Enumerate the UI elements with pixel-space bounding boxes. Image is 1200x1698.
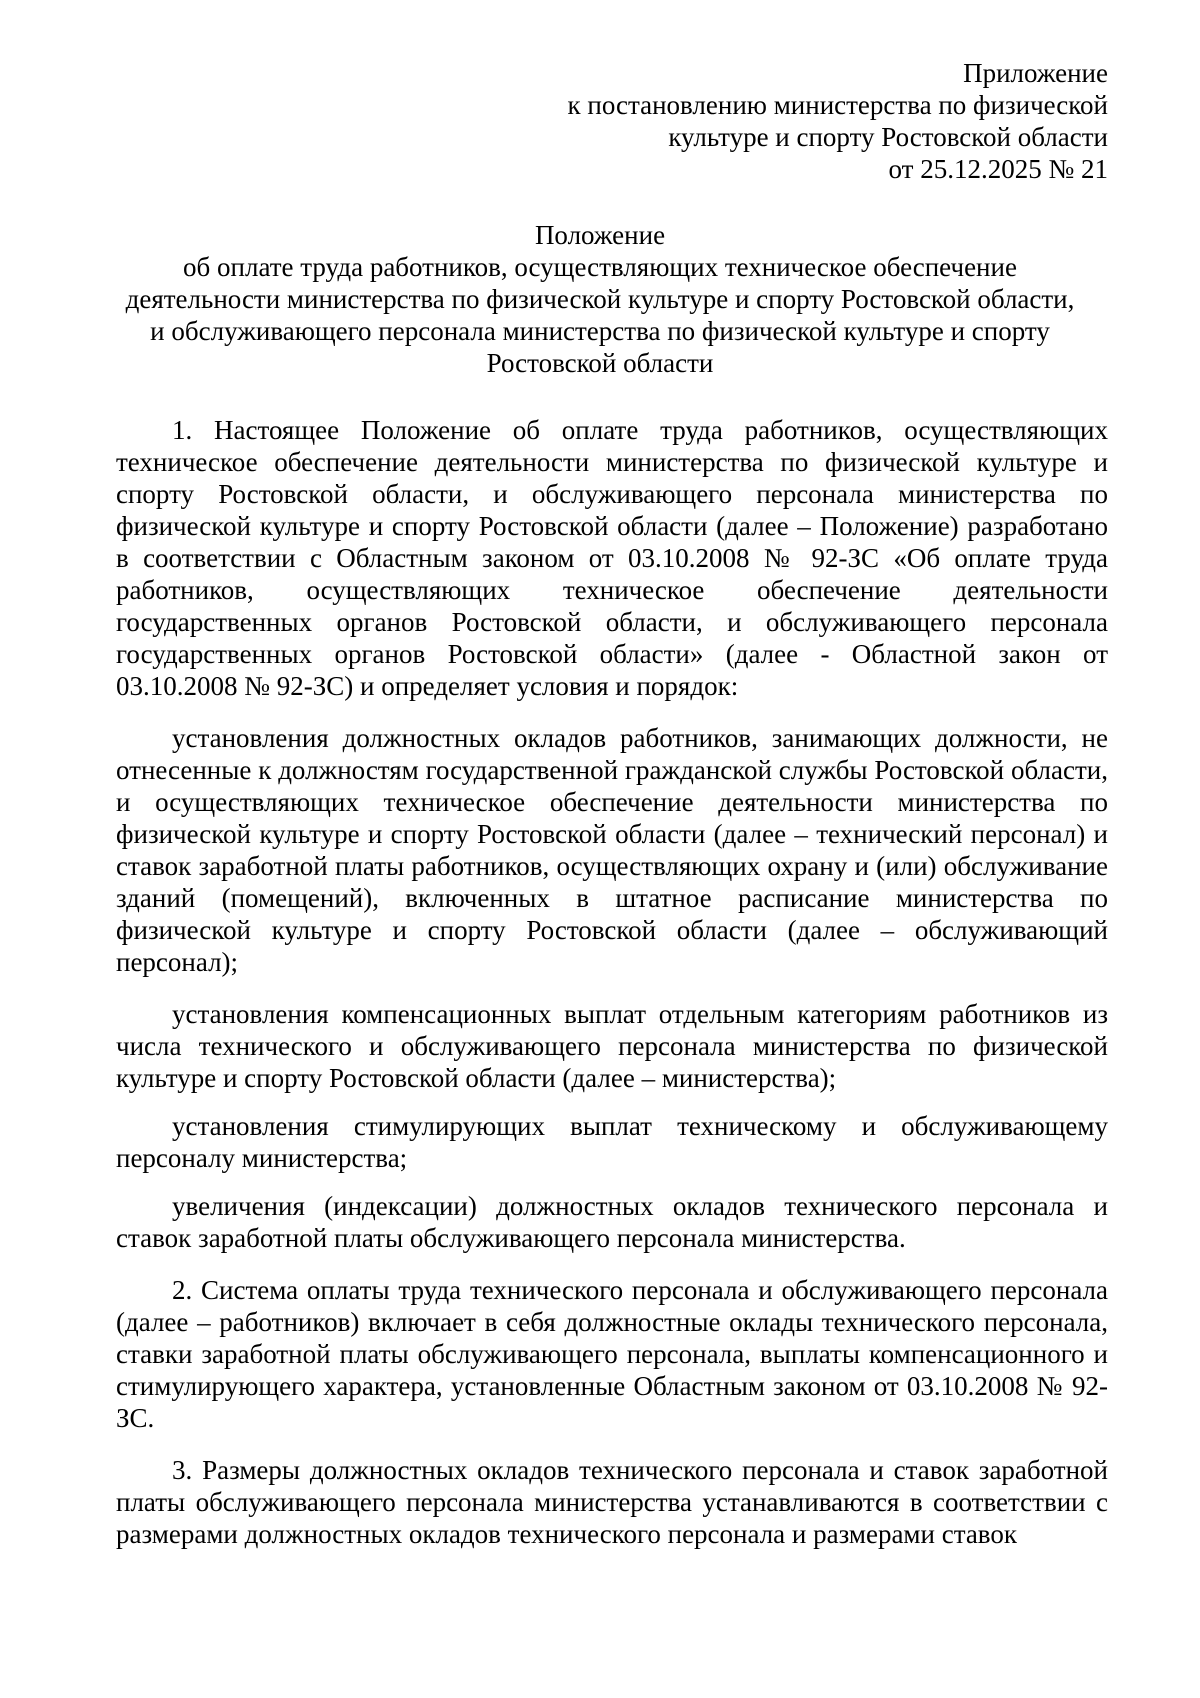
- title-line-4: и обслуживающего персонала министерства по физической культуре и спорту: [150, 316, 1050, 346]
- paragraph-incentive-payments: установления стимулирующих выплат техническому и обслуживающему персоналу министерства;: [116, 1111, 1108, 1173]
- document-body: [116, 414, 1108, 1565]
- title-line-3: деятельности министерства по физической культуре и спорту Ростовской области,: [125, 284, 1075, 314]
- appendix-label: Приложение: [963, 58, 1108, 88]
- appendix-resolution-ref: к постановлению министерства по физической: [567, 90, 1108, 120]
- paragraph-2: 2. Система оплаты труда технического персонала и обслуживающего персонала (далее – работников) включает в себя должностные оклады технического персонала, ставки заработной платы обслуживающего персонала, выплаты компенсационного и стимулирующего характера, установленные Областным законом от 03.10.2008 № 92-ЗС.: [116, 1275, 1108, 1433]
- paragraph-tech-staff-salaries: установления должностных окладов работников, занимающих должности, не отнесенные к должностям государственной гражданской службы Ростовской области, и осуществляющих техническое обеспечение деятельности министерства по физической культуре и спорту Ростовской области (далее – технический персонал) и ставок заработной платы работников, осуществляющих охрану и (или) обслуживание зданий (помещений), включенных в штатное расписание министерства по физической культуре и спорту Ростовской области (далее – обслуживающий персонал);: [116, 723, 1108, 977]
- title-line-2: об оплате труда работников, осуществляющих техническое обеспечение: [183, 252, 1017, 282]
- document-title: [100, 219, 1100, 379]
- appendix-header: [408, 57, 1108, 185]
- appendix-date-number: от 25.12.2025 № 21: [888, 154, 1108, 184]
- paragraph-indexation: увеличения (индексации) должностных окладов технического персонала и ставок заработной платы обслуживающего персонала министерства.: [116, 1191, 1108, 1253]
- paragraph-compensation-payments: установления компенсационных выплат отдельным категориям работников из числа технического и обслуживающего персонала министерства по физической культуре и спорту Ростовской области (далее – министерства);: [116, 999, 1108, 1093]
- title-heading: Положение: [534, 220, 666, 250]
- appendix-authority: культуре и спорту Ростовской области: [668, 122, 1108, 152]
- paragraph-1: 1. Настоящее Положение об оплате труда работников, осуществляющих техническое обеспечение деятельности министерства по физической культуре и спорту Ростовской области, и обслуживающего персонала министерства по физической культуре и спорту Ростовской области (далее – Положение) разработано в соответствии с Областным законом от 03.10.2008 № 92-ЗС «Об оплате труда работников, осуществляющих техническое обеспечение деятельности государственных органов Ростовской области, и обслуживающего персонала государственных органов Ростовской области» (далее - Областной закон от 03.10.2008 № 92-ЗС) и определяет условия и порядок:: [116, 415, 1108, 701]
- paragraph-3: 3. Размеры должностных окладов технического персонала и ставок заработной платы обслуживающего персонала министерства устанавливаются в соответствии с размерами должностных окладов технического персонала и размерами ставок: [116, 1455, 1108, 1549]
- title-line-5: Ростовской области: [486, 348, 714, 378]
